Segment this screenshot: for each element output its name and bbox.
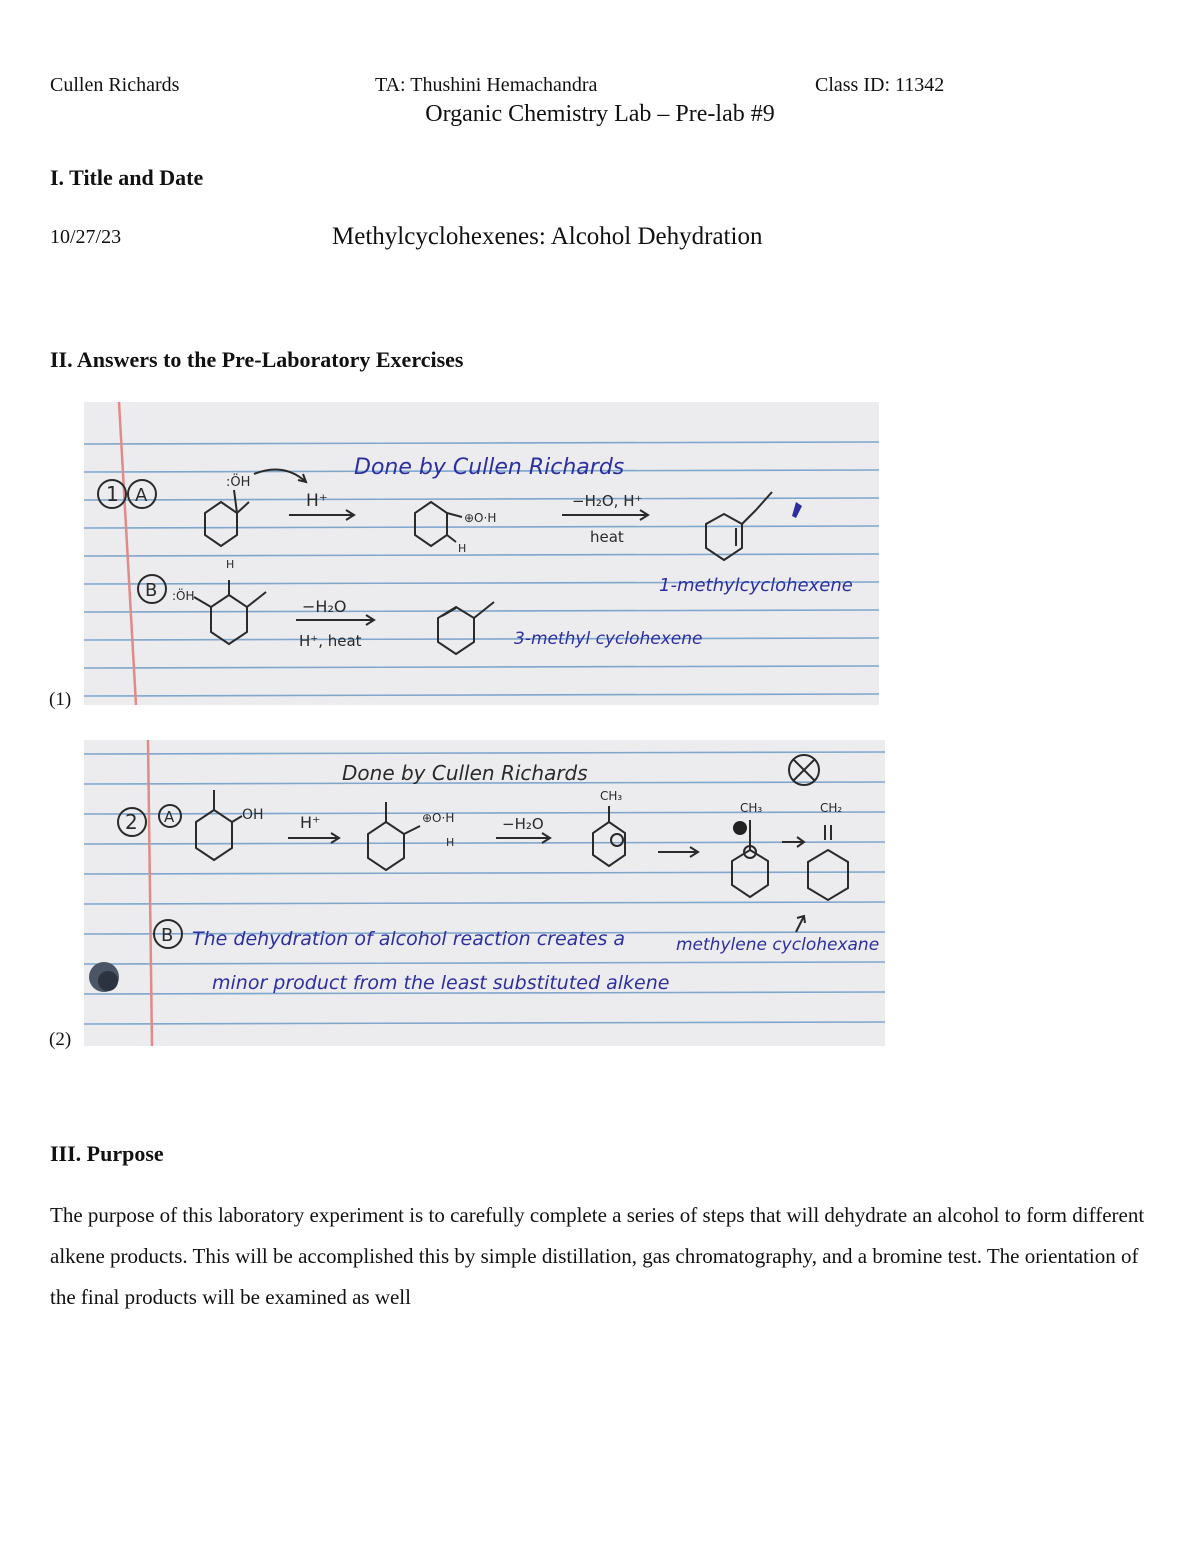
svg-text:H: H xyxy=(446,836,455,849)
section-purpose-heading: III. Purpose xyxy=(50,1141,164,1166)
fig1-reagent-a: H⁺ xyxy=(306,491,328,511)
fig2-product-name: methylene cyclohexane xyxy=(676,935,880,955)
student-name: Cullen Richards xyxy=(50,74,180,96)
figure-2-label: (2) xyxy=(49,1029,72,1050)
fig2-ch3-label: CH₃ xyxy=(600,789,623,803)
fig2-part-b: B xyxy=(161,925,174,946)
fig2-reagent-a: H⁺ xyxy=(300,813,321,832)
svg-text:H: H xyxy=(458,542,467,555)
svg-text:CH₃: CH₃ xyxy=(740,801,763,815)
svg-text::ÖH: :ÖH xyxy=(172,589,195,603)
fig2-answer-line-1: The dehydration of alcohol reaction creates a xyxy=(192,928,626,950)
ta-name: TA: Thushini Hemachandra xyxy=(375,74,598,96)
fig1-reagent-b-bottom: heat xyxy=(590,528,624,546)
fig1-product-1-name: 1-methylcyclohexene xyxy=(659,575,853,596)
svg-text:⊕O·H: ⊕O·H xyxy=(422,811,455,825)
svg-text:H: H xyxy=(226,558,235,571)
prelab-answer-photo-1 xyxy=(84,402,879,705)
fig2-part-a: A xyxy=(164,808,175,826)
section-title-date-heading: I. Title and Date xyxy=(50,165,204,190)
fig2-answer-line-2: minor product from the least substituted alkene xyxy=(212,972,670,994)
fig1-product-3-name: 3-methyl cyclohexene xyxy=(514,629,703,649)
fig1-part-b: B xyxy=(145,580,158,601)
class-id: Class ID: 11342 xyxy=(815,74,945,96)
fig1-done-by-note: Done by Cullen Richards xyxy=(354,455,625,480)
fig1-reagent-b-top: −H₂O, H⁺ xyxy=(572,492,643,510)
fig2-oh: OH xyxy=(242,807,264,823)
fig2-reagent-b: −H₂O xyxy=(502,815,544,833)
fig2-number: 2 xyxy=(125,810,138,834)
fig1-reagent-c-top: −H₂O xyxy=(302,597,347,616)
fig1-reagent-c-bottom: H⁺, heat xyxy=(299,632,362,650)
fig2-ch2-label: CH₂ xyxy=(820,801,843,815)
fig1-part-a: A xyxy=(135,485,148,506)
lab-date: 10/27/23 xyxy=(50,226,122,248)
purpose-paragraph: The purpose of this laboratory experiment is to carefully complete a series of steps that will dehydrate an alcohol to form different alkene products. This will be accomplished this by simple distillation, gas chromatography, and a bromine test. The orientation of the final products will be examined as well xyxy=(50,1203,1145,1309)
prelab-answer-photo-2 xyxy=(84,740,885,1046)
document-title: Organic Chemistry Lab – Pre-lab #9 xyxy=(425,101,775,127)
fig2-done-by-note: Done by Cullen Richards xyxy=(342,761,588,785)
section-answers-heading: II. Answers to the Pre-Laboratory Exercises xyxy=(50,347,464,372)
figure-1-label: (1) xyxy=(49,689,72,710)
fig1-number: 1 xyxy=(106,482,119,506)
svg-text::ÖH: :ÖH xyxy=(226,475,251,490)
experiment-title: Methylcyclohexenes: Alcohol Dehydration xyxy=(332,223,763,250)
svg-text:⊕O·H: ⊕O·H xyxy=(464,511,497,525)
